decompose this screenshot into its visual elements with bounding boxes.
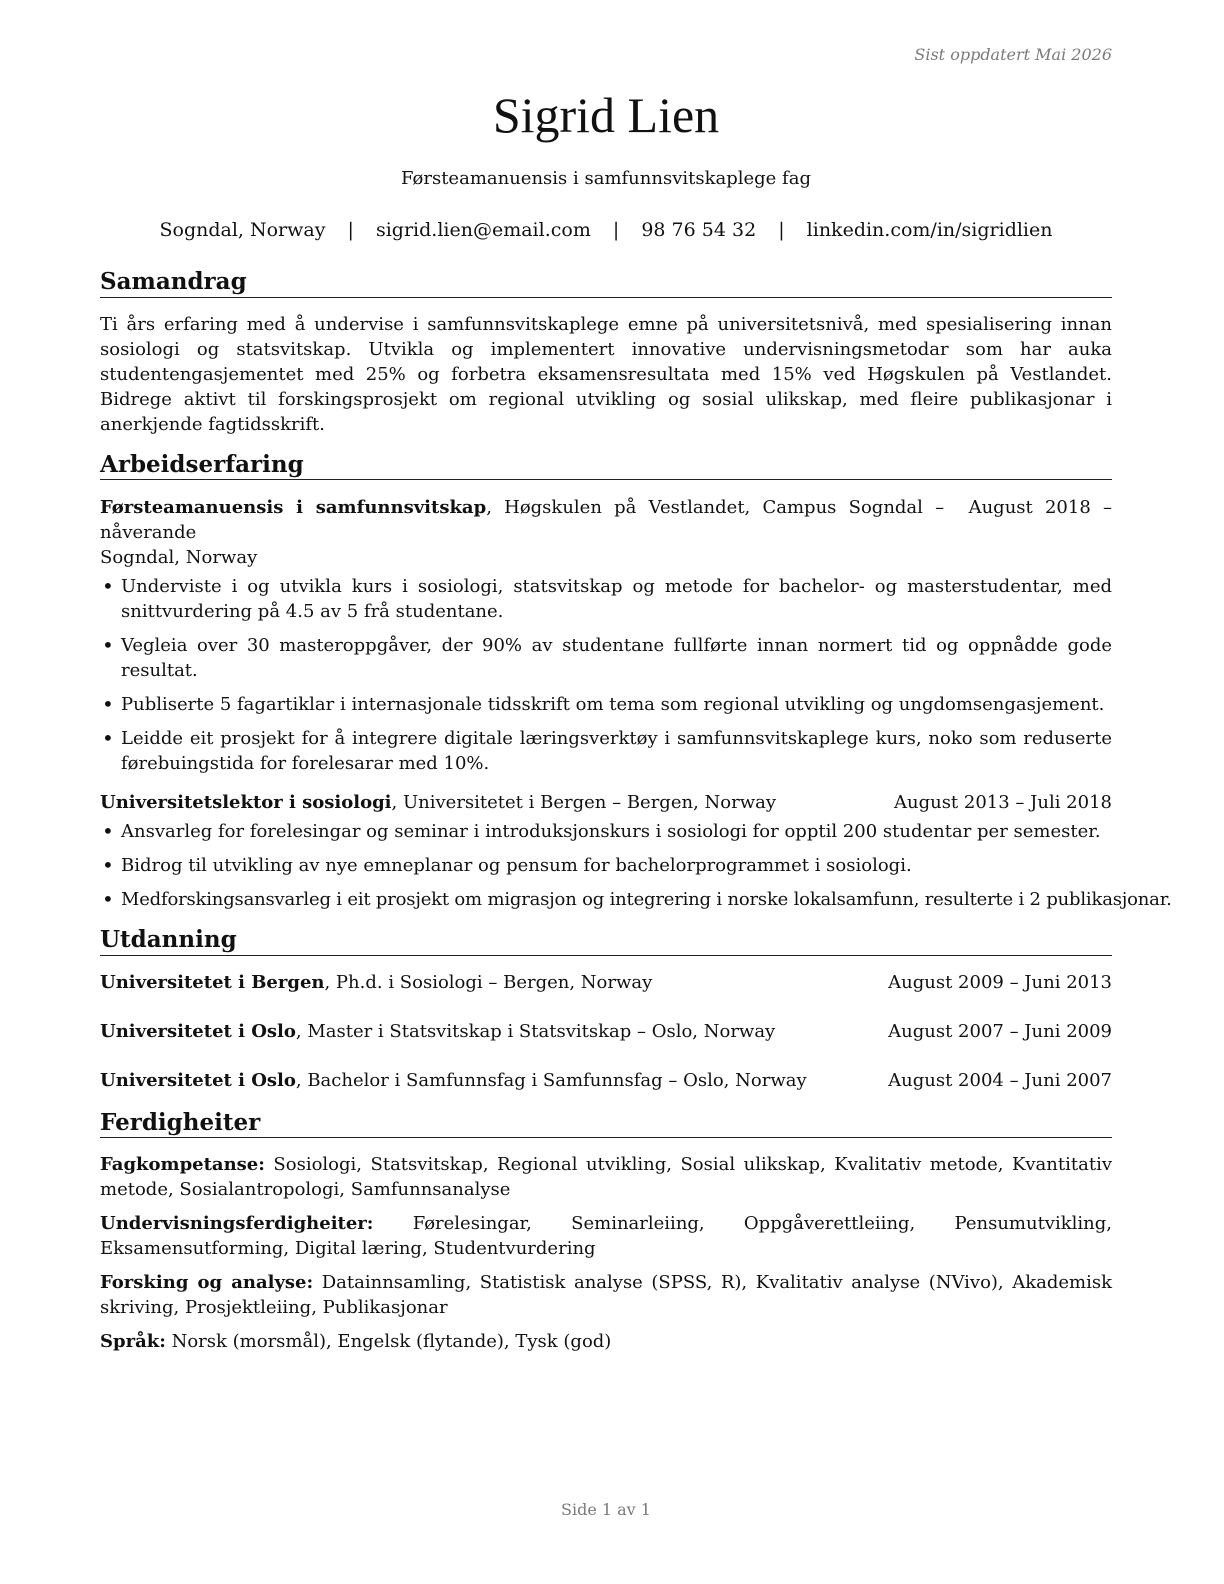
section-heading-education: Utdanning <box>100 926 1112 956</box>
education-detail: , Ph.d. i Sosiologi – Bergen, Norway <box>324 971 653 993</box>
job-org: , Universitetet i Bergen – Bergen, Norway <box>391 792 777 814</box>
list-item: • Bidrog til utvikling av nye emneplanar og pensum for bachelorprogrammet i sosiologi. <box>100 853 1118 878</box>
list-item: • Vegleia over 30 masteroppgåver, der 90% av studentane fullførte innan normert tid og oppnådde gode resultat. <box>100 633 1112 683</box>
skill-group <box>100 1152 1112 1202</box>
education-school: Universitetet i Bergen <box>100 971 325 993</box>
education-item <box>100 1019 1112 1044</box>
job-bullets <box>100 819 1172 912</box>
education-item <box>100 970 1112 995</box>
skill-text: Datainnsamling, Statistisk analyse (SPSS, R), Kvalitativ analyse (NVivo), Akademisk skriving, Prosjektleiing, Publikasjonar <box>100 1272 1112 1319</box>
summary-text: Ti års erfaring med å undervise i samfunnsvitskaplege emne på universitetsnivå, med spesialisering innan sosiologi og statsvitskap. Utvikla og implementert innovative undervisningsmetodar som har auka studentengasjementet med 25% og forbetra eksamensresultata med 15% ved Høgskulen på Vestlandet. Bidrege aktivt til forskingsprosjekt om regional utvikling og sosial ulikskap, med fleire publikasjonar i anerkjende fagtidsskrift. <box>100 313 1112 435</box>
resume-content <box>100 268 1172 1363</box>
page-number: Side 1 av 1 <box>561 1500 651 1519</box>
resume-page <box>100 0 1172 1584</box>
contact-linkedin[interactable]: linkedin.com/in/sigridlien <box>806 219 1053 241</box>
skill-text: Sosiologi, Statsvitskap, Regional utvikling, Sosial ulikskap, Kvalitativ metode, Kvantitativ metode, Sosialantropologi, Samfunnsanalyse <box>100 1154 1112 1201</box>
contact-location: Sogndal, Norway <box>159 219 326 241</box>
education-school: Universitetet i Oslo <box>100 1020 296 1042</box>
education-dates: August 2004 – Juni 2007 <box>888 1069 1112 1091</box>
contact-line <box>100 219 1112 241</box>
education-list <box>100 970 1112 1093</box>
skill-group <box>100 1211 1112 1261</box>
job-location: Sogndal, Norway <box>100 547 258 569</box>
person-name: Sigrid Lien <box>492 87 720 143</box>
education-dates: August 2009 – Juni 2013 <box>888 971 1112 993</box>
skills-list <box>100 1152 1112 1354</box>
job-header <box>100 495 1112 570</box>
contact-separator: | <box>778 219 785 241</box>
skill-label: Forsking og analyse: <box>100 1272 314 1294</box>
job-entry <box>100 790 1172 912</box>
job-org: , Høgskulen på Vestlandet, Campus Sogndal – <box>486 497 945 519</box>
education-item <box>100 1068 1112 1093</box>
skill-group <box>100 1270 1112 1320</box>
list-item: • Medforskingsansvarleg i eit prosjekt om migrasjon og integrering i norske lokalsamfunn, resulterte i 2 publikasjonar. <box>100 887 1118 912</box>
education-dates: August 2007 – Juni 2009 <box>888 1020 1112 1042</box>
skill-text: Førelesingar, Seminarleiing, Oppgåverettleiing, Pensumutvikling, Eksamensutforming, Digital læring, Studentvurdering <box>100 1213 1112 1260</box>
job-role: Førsteamanuensis i samfunnsvitskap <box>100 497 487 519</box>
contact-phone[interactable]: 98 76 54 32 <box>641 219 757 241</box>
section-heading-experience: Arbeidserfaring <box>100 451 1112 481</box>
skill-text: Norsk (morsmål), Engelsk (flytande), Tysk (god) <box>165 1331 612 1353</box>
skill-label: Undervisningsferdigheiter: <box>100 1213 374 1235</box>
list-item: • Leidde eit prosjekt for å integrere digitale læringsverktøy i samfunnsvitskaplege kurs, noko som reduserte førebuingstida for forelesarar med 10%. <box>100 726 1112 776</box>
education-detail: , Bachelor i Samfunnsfag i Samfunnsfag – Oslo, Norway <box>295 1069 807 1091</box>
skill-group <box>100 1329 1112 1354</box>
list-item: • Ansvarleg for forelesingar og seminar i introduksjonskurs i sosiologi for opptil 200 studentar per semester. <box>100 819 1118 844</box>
skill-label: Fagkompetanse: <box>100 1154 265 1176</box>
section-heading-summary: Samandrag <box>100 268 1112 298</box>
job-entry <box>100 495 1112 776</box>
list-item: • Publiserte 5 fagartiklar i internasjonale tidsskrift om tema som regional utvikling og ungdomsengasjement. <box>100 692 1112 717</box>
section-heading-skills: Ferdigheiter <box>100 1109 1112 1139</box>
job-role: Universitetslektor i sosiologi <box>100 792 392 814</box>
list-item: • Underviste i og utvikla kurs i sosiologi, statsvitskap og metode for bachelor- og masterstudentar, med snittvurdering på 4.5 av 5 frå studentane. <box>100 574 1112 624</box>
job-dates: August 2013 – Juli 2018 <box>893 792 1112 814</box>
job-dates: August 2018 – nåverande <box>100 497 1112 544</box>
last-updated: Sist oppdatert Mai 2026 <box>914 45 1112 64</box>
education-detail: , Master i Statsvitskap i Statsvitskap – Oslo, Norway <box>295 1020 776 1042</box>
job-header <box>100 790 1112 815</box>
contact-separator: | <box>347 219 354 241</box>
skill-label: Språk: <box>100 1331 166 1353</box>
job-title: Førsteamanuensis i samfunnsvitskaplege fag <box>401 168 811 189</box>
education-school: Universitetet i Oslo <box>100 1069 296 1091</box>
contact-separator: | <box>612 219 620 241</box>
job-bullets <box>100 574 1112 776</box>
contact-email[interactable]: sigrid.lien@email.com <box>375 219 591 241</box>
